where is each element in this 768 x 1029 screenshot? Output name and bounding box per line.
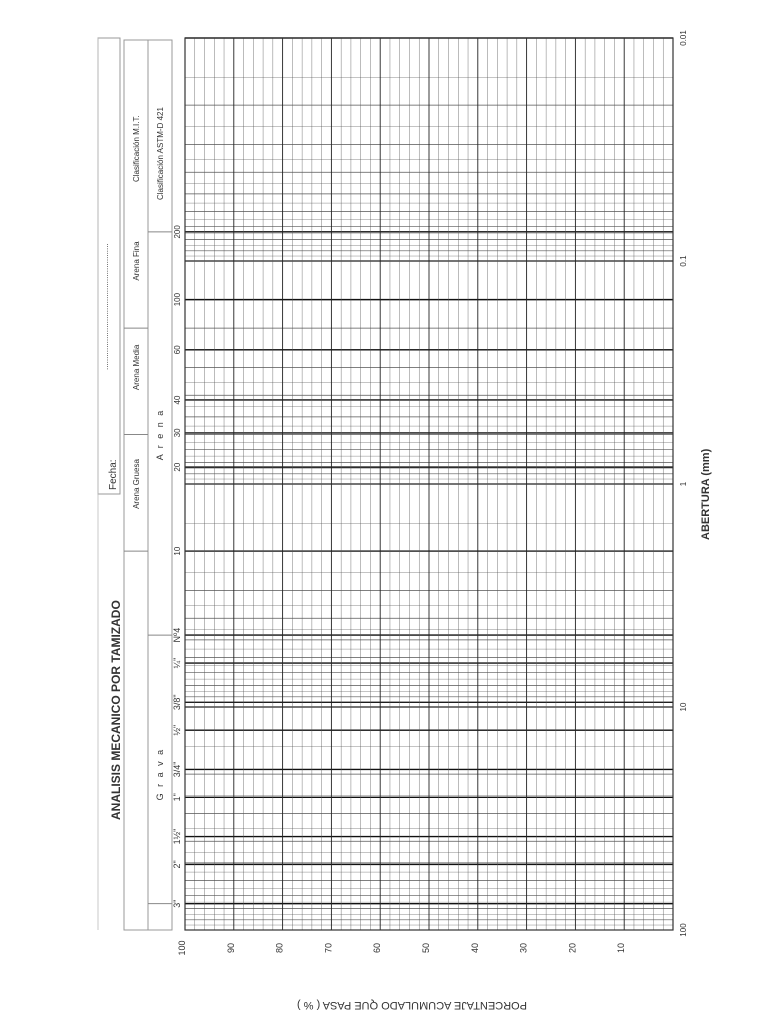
x-tick-label: 0.1 xyxy=(679,255,688,267)
sieve-label: 1½" xyxy=(172,828,182,845)
y-axis-ticks xyxy=(177,940,626,955)
y-tick-label: 30 xyxy=(518,942,529,954)
log-grid xyxy=(185,38,673,930)
mit-band-label: Arena Gruesa xyxy=(132,459,141,509)
sieve-label: ¼" xyxy=(172,657,182,669)
sieve-label: 40 xyxy=(173,395,182,405)
y-tick-label: 60 xyxy=(372,942,383,954)
sieve-label: 100 xyxy=(173,292,182,307)
y-axis-title: PORCENTAJE ACUMULADO QUE PASA ( % ) xyxy=(296,999,528,1011)
classification-mit: Clasificación M.I.T. xyxy=(132,115,141,182)
sieve-label: 3" xyxy=(172,899,182,908)
x-tick-label: 10 xyxy=(679,702,688,712)
sieve-label: 60 xyxy=(173,345,182,355)
y-tick-label: 20 xyxy=(567,942,578,954)
sieve-label: 1" xyxy=(172,793,182,802)
sieve-label: Nº4 xyxy=(172,627,182,643)
mit-band-label: Arena Fina xyxy=(132,241,141,281)
sieve-label: ½" xyxy=(172,724,182,736)
sieve-label: 20 xyxy=(173,462,182,472)
x-axis-ticks xyxy=(679,30,688,937)
sieve-label: 30 xyxy=(173,428,182,438)
sieve-label: 3/8" xyxy=(172,694,182,711)
y-tick-label: 90 xyxy=(225,942,236,954)
x-tick-label: 1 xyxy=(679,481,688,487)
y-tick-label: 100 xyxy=(177,940,187,956)
y-tick-label: 50 xyxy=(421,942,431,954)
sieve-labels xyxy=(172,225,182,908)
y-tick-label: 80 xyxy=(274,942,285,954)
sieve-label: 2" xyxy=(172,860,182,869)
form-title: ANALISIS MECANICO POR TAMIZADO xyxy=(109,600,123,820)
date-label: Fecha: xyxy=(108,459,119,490)
x-tick-label: 100 xyxy=(679,923,688,937)
y-tick-label: 70 xyxy=(323,942,334,954)
x-tick-label: 0.01 xyxy=(679,30,688,46)
astm-band-label: G r a v a xyxy=(155,747,165,801)
classification-astm: Clasificación ASTM-D 421 xyxy=(156,107,165,200)
astm-band-label: A r e n a xyxy=(155,408,165,461)
y-tick-label: 40 xyxy=(469,942,480,954)
date-dotted-line: ......................................................... xyxy=(101,243,110,370)
sieve-label: 3/4" xyxy=(172,761,182,778)
mit-band-label: Arena Media xyxy=(132,344,141,391)
sieve-label: 200 xyxy=(173,225,182,239)
sieve-label: 10 xyxy=(173,546,182,556)
y-tick-label: 10 xyxy=(616,942,627,954)
x-axis-title: ABERTURA (mm) xyxy=(700,448,712,540)
